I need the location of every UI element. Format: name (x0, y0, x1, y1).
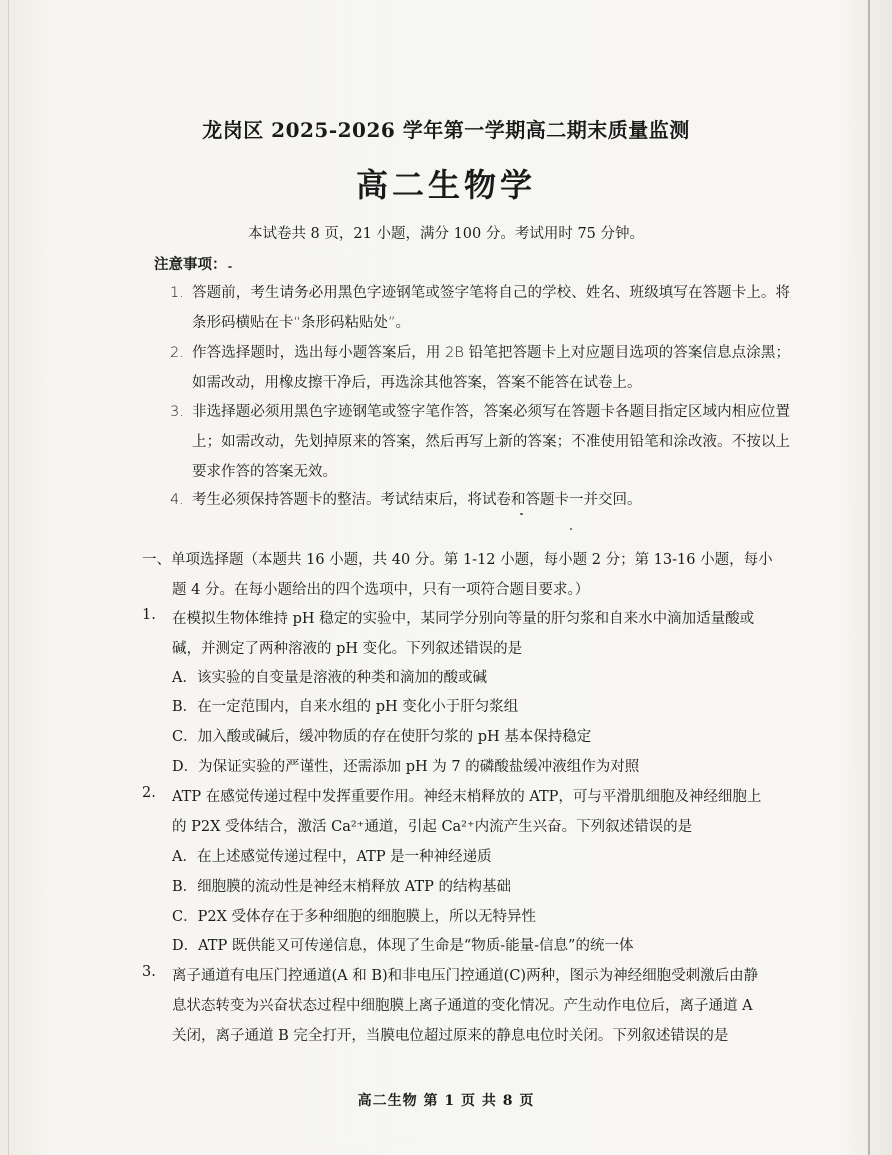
notice-item-number: 4. (170, 492, 184, 508)
notice-item-text: 答题前，考生请务必用黑色字迹钢笔或签字笔将自己的学校、姓名、班级填写在答题卡上。将条形码横贴在卡“条形码粘贴处”。 (192, 285, 790, 331)
question-stem-line: 离子通道有电压门控通道(A 和 B)和非电压门控通道(C)两种，图示为神经细胞受刺激后由静 (172, 968, 759, 984)
section-heading-line-2: 题 4 分。在每小题给出的四个选项中，只有一项符合题目要求。） (172, 582, 590, 598)
notice-item-text: 非选择题必须用黑色字迹钢笔或签字笔作答，答案必须写在答题卡各题目指定区域内相应位置上；如需改动，先划掉原来的答案，然后再写上新的答案；不准使用铅笔和涂改液。不按以上要求作答的答案无效。 (192, 404, 790, 480)
notice-item-text: 作答选择题时，选出每小题答案后，用 2B 铅笔把答题卡上对应题目选项的答案信息点涂黑；如需改动，用橡皮擦干净后，再选涂其他答案，答案不能答在试卷上。 (192, 345, 790, 391)
notice-item (170, 278, 790, 338)
notice-item-number: 1. (170, 285, 184, 301)
section-heading-line-1: 一、单项选择题（本题共 16 小题，共 40 分。第 1-12 小题，每小题 2 分；第 13-16 小题，每小 (142, 552, 773, 568)
notice-item (170, 397, 790, 487)
option-c: C．加入酸或碱后，缓冲物质的存在使肝匀浆的 pH 基本保持稳定 (172, 729, 592, 745)
option-a: A．该实验的自变量是溶液的种类和滴加的酸或碱 (172, 670, 487, 686)
question-stem-line: 碱，并测定了两种溶液的 pH 变化。下列叙述错误的是 (172, 641, 523, 657)
option-c: C．P2X 受体存在于多种细胞的细胞膜上，所以无特异性 (172, 909, 537, 925)
question-stem-line: 在模拟生物体维持 pH 稳定的实验中，某同学分别向等量的肝匀浆和自来水中滴加适量酸或 (172, 611, 755, 627)
option-b: B．在一定范围内，自来水组的 pH 变化小于肝匀浆组 (172, 699, 519, 715)
option-a: A．在上述感觉传递过程中，ATP 是一种神经递质 (172, 849, 492, 865)
question-number: 3. (142, 964, 156, 980)
question-stem-line: 关闭，离子通道 B 完全打开，当膜电位超过原来的静息电位时关闭。下列叙述错误的是 (172, 1028, 729, 1044)
subject-title: 高二生物学 (355, 166, 536, 204)
question-stem-line: 息状态转变为兴奋状态过程中细胞膜上离子通道的变化情况。产生动作电位后，离子通道 A (172, 998, 753, 1014)
option-d: D．为保证实验的严谨性，还需添加 pH 为 7 的磷酸盐缓冲液组作为对照 (172, 759, 640, 775)
question-number: 1. (142, 607, 156, 623)
notice-item-number: 3. (170, 404, 184, 420)
notice-item (170, 485, 790, 515)
option-b: B．细胞膜的流动性是神经末梢释放 ATP 的结构基础 (172, 879, 511, 895)
question-stem-line: ATP 在感觉传递过程中发挥重要作用。神经末梢释放的 ATP，可与平滑肌细胞及神经细胞上 (172, 789, 762, 805)
notice-item (170, 338, 790, 398)
exam-title: 龙岗区 2025-2026 学年第一学期高二期末质量监测 (202, 118, 690, 142)
scan-speck (570, 528, 572, 530)
question-stem-line: 的 P2X 受体结合，激活 Ca²⁺通道，引起 Ca²⁺内流产生兴奋。下列叙述错误的是 (172, 819, 693, 835)
question-number: 2. (142, 785, 156, 801)
notice-item-text: 考生必须保持答题卡的整洁。考试结束后，将试卷和答题卡一并交回。 (192, 492, 642, 508)
scan-speck (228, 266, 232, 268)
notice-item-number: 2. (170, 345, 184, 361)
exam-info: 本试卷共 8 页，21 小题，满分 100 分。考试用时 75 分钟。 (247, 226, 645, 242)
scan-speck (520, 513, 523, 515)
notice-heading: 注意事项： (154, 256, 227, 273)
option-d: D．ATP 既供能又可传递信息，体现了生命是“物质-能量-信息”的统一体 (172, 938, 634, 954)
page-footer: 高二生物 第 1 页 共 8 页 (357, 1093, 535, 1109)
